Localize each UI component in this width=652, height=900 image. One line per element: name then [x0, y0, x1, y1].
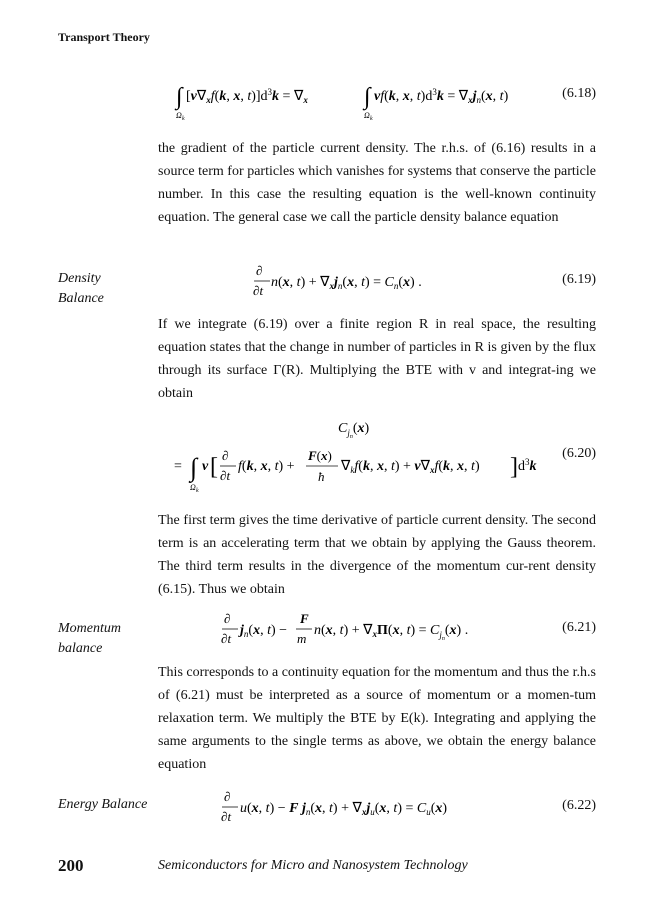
svg-text:k: k [370, 116, 373, 122]
svg-text:∫: ∫ [364, 84, 371, 110]
margin-note-energy: Energy Balance [58, 797, 148, 812]
svg-text:[: [ [210, 454, 218, 480]
svg-text:∂: ∂ [222, 448, 229, 463]
equation-6-19-graphic [158, 262, 538, 302]
equation-6-22 [158, 788, 596, 828]
equation-number: (6.18) [562, 86, 596, 101]
equation-6-18-graphic [158, 80, 538, 122]
svg-text:Ω: Ω [176, 111, 182, 120]
equation-6-21 [158, 610, 596, 650]
svg-text:∫: ∫ [176, 84, 183, 110]
svg-text:ħ: ħ [318, 469, 325, 484]
equation-6-21-graphic [158, 610, 538, 650]
equation-6-22-graphic [158, 788, 538, 828]
svg-text:[v∇xf(k, x, t)]d3k = ∇x: [$v\nabla_xf(k$, x, $t)]d^3k = \nabla_x$ [186, 87, 308, 105]
svg-text:∇kf(k, x, t) + v∇xf(k, x, t): $\nabla_kf(k$, x, $t) + v\nabla_xf(k$, x, t) [341, 459, 480, 475]
paragraph-1: the gradient of the particle current density. The r.h.s. of (6.16) results in a source term for particles which vanishes for systems that conserve the particle number. In this case the resulting equation is the well-known continuity equation. The general case we call the particle density balance equation [158, 141, 596, 225]
svg-text:∂t: ∂t [253, 283, 264, 298]
svg-text:Ω: Ω [364, 111, 370, 120]
margin-note-momentum: Momentum balance [58, 621, 121, 656]
equation-number: (6.20) [562, 446, 596, 461]
equation-number: (6.22) [562, 798, 596, 813]
svg-text:n(x, t) + ∇xΠ(x, t) = Cjn(x): n(x, $t) + \nabla_x\Pi(x$, $t) = C_jn(x)$ . [314, 623, 469, 642]
svg-text:d3k: $d^3k$ [518, 457, 537, 474]
equation-6-18 [158, 80, 596, 120]
svg-text:∂t: ∂t [221, 809, 232, 824]
svg-text:F: F [300, 611, 309, 626]
paragraph-4: This corresponds to a continuity equation for the momentum and thus the r.h.s of (6.21) must be interpreted as a source of momentum or a momen-tum relaxation term. We multiply the BTE by E(k). Integrating and applying the same arguments to the single terms as above, we obtain the energy balance equation [158, 665, 596, 772]
equation-number: (6.21) [562, 620, 596, 635]
page-number: 200 [58, 856, 84, 875]
svg-text:Cjn(x): $C_jn(x)$ [338, 421, 370, 440]
equation-6-20 [158, 416, 596, 496]
svg-text:k: k [182, 116, 185, 122]
svg-text:jn(x, t) −: $j_n(x$, t) − [240, 623, 288, 639]
svg-text:vf(k, x, t)d3k = ∇xjn(x, t): vf(k, x, $t)d^3k = \nabla_xj_n(x$, t) [374, 87, 509, 105]
svg-text:m: m [297, 631, 307, 646]
svg-text:∂t: ∂t [220, 468, 231, 483]
svg-text:∂: ∂ [224, 789, 231, 804]
svg-text:F(x): F(x) [308, 448, 332, 463]
svg-text:Ω: Ω [190, 483, 196, 492]
footer-book-title: Semiconductors for Micro and Nanosystem Technology [158, 858, 468, 873]
svg-text:u(x, t) − F jn(x, t) + ∇xju(x,: u(x, t) − F $j_n(x$, $t) + \nabla_xj_u(x$, $t) = C_u(x)$ [240, 801, 448, 817]
paragraph-3: The first term gives the time derivative of particle current density. The second term is an accelerating term that we obtain by applying the Gauss theorem. The third term results in the divergence of the momentum cur-rent density (6.15). Thus we obtain [158, 513, 596, 597]
equation-number: (6.19) [562, 272, 596, 287]
svg-text:∂: ∂ [256, 263, 263, 278]
svg-text:∂t: ∂t [221, 631, 232, 646]
svg-text:∂: ∂ [224, 611, 231, 626]
equation-6-20-graphic [158, 416, 558, 498]
svg-text:∫: ∫ [190, 453, 198, 482]
margin-note-density: Density Balance [58, 271, 104, 306]
svg-text:f(k, x, t) +: f(k, x, t) + [238, 459, 295, 474]
svg-text:]: ] [510, 454, 518, 480]
svg-text:n(x, t) + ∇xjn(x, t) = Cn(x): n(x, $t) + \nabla_xj_n(x$, $t) = C_n(x)$ . [271, 275, 422, 291]
equation-6-19 [158, 262, 596, 302]
svg-text:v: v [202, 459, 209, 474]
running-header: Transport Theory [58, 30, 150, 44]
paragraph-2: If we integrate (6.19) over a finite region R in real space, the resulting equation states that the change in number of particles in R is given by the flux through its surface Γ(R). Multiplying the BTE with v and integrat-ing we obtain [158, 317, 596, 401]
svg-text:=: = [174, 459, 182, 474]
svg-text:k: k [196, 488, 199, 494]
